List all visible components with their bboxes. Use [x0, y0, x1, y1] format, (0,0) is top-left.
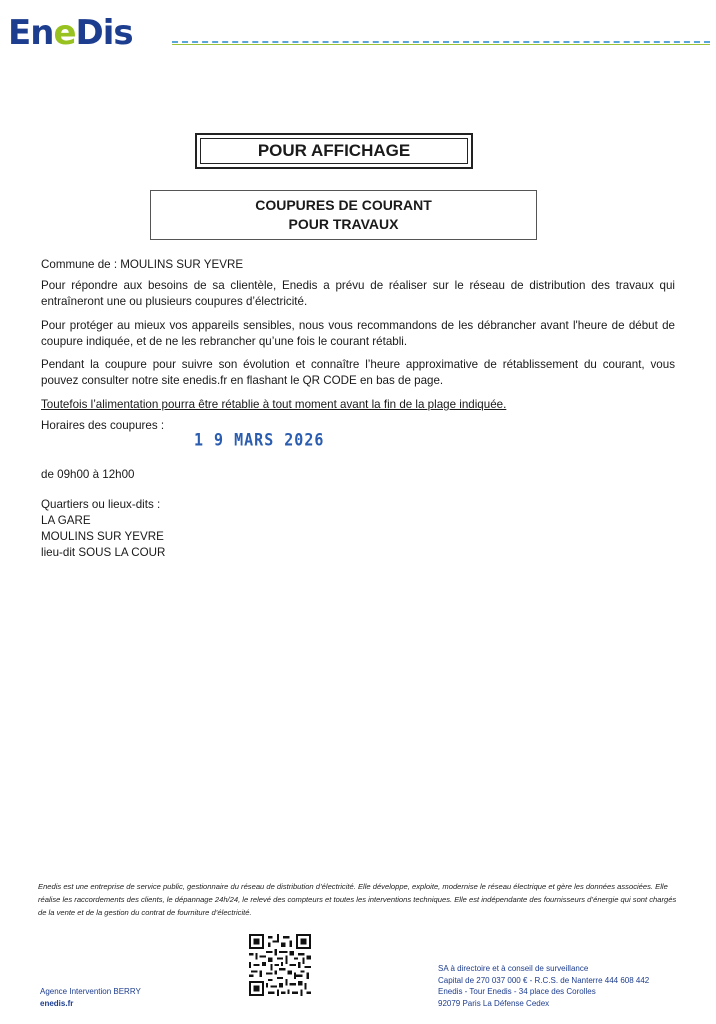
area-item: MOULINS SUR YEVRE — [41, 530, 164, 543]
logo-text: EneDis — [8, 13, 133, 53]
agency-url-link[interactable]: enedis.fr — [40, 999, 74, 1008]
subtitle-line-2: POUR TRAVAUX — [288, 216, 399, 232]
legal-line-3: Enedis - Tour Enedis - 34 place des Corolles — [438, 987, 596, 996]
schedule-label: Horaires des coupures : — [41, 419, 165, 432]
agency-block — [40, 986, 141, 1010]
area-item: lieu-dit SOUS LA COUR — [41, 546, 166, 559]
page-title: POUR AFFICHAGE — [257, 141, 411, 160]
legal-block — [438, 963, 649, 1009]
area-item: LA GARE — [41, 514, 91, 527]
header-divider-accent — [172, 44, 710, 45]
legal-line-1: SA à directoire et à conseil de surveillance — [438, 964, 589, 973]
time-range: de 09h00 à 12h00 — [41, 468, 135, 481]
footer-description: Enedis est une entreprise de service public, gestionnaire du réseau de distribution d’électricité. Elle développe, exploite, modernise le réseau électrique et gère les données associées. Elle réalise les raccordements des clients, le dépannage 24h/24, le relevé des compteurs et toutes les interventions techniques. Elle est indépendante des fournisseurs d’énergie qui sont chargés de la vente et de la gestion du contrat de fourniture d’électricité. — [38, 882, 677, 917]
areas-block — [41, 497, 675, 561]
warning-line: Toutefois l’alimentation pourra être rétablie à tout moment avant la fin de la plage indiquée. — [41, 398, 507, 411]
agency-name: Agence Intervention BERRY — [40, 987, 141, 996]
subtitle-box — [150, 190, 537, 240]
qr-code-icon[interactable] — [249, 934, 311, 996]
paragraph-tracking: Pendant la coupure pour suivre son évolution et connaître l’heure approximative de rétablissement du courant, vous pouvez consulter notre site enedis.fr en flashant le QR CODE en bas de page. — [41, 358, 675, 387]
date-stamp: 1 9 MARS 2026 — [194, 429, 325, 451]
areas-label: Quartiers ou lieux-dits : — [41, 498, 161, 511]
subtitle-line-1: COUPURES DE COURANT — [255, 197, 432, 213]
title-box — [195, 133, 473, 169]
enedis-logo — [8, 13, 133, 53]
warning-line-wrapper — [41, 397, 675, 413]
commune-line: Commune de : MOULINS SUR YEVRE — [41, 258, 244, 271]
header-divider — [172, 41, 710, 43]
legal-line-2: Capital de 270 037 000 € - R.C.S. de Nanterre 444 608 442 — [438, 975, 650, 985]
paragraph-intro: Pour répondre aux besoins de sa clientèle, Enedis a prévu de réaliser sur le réseau de distribution des travaux qui entraîneront une ou plusieurs coupures d’électricité. — [41, 279, 675, 308]
legal-line-4: 92079 Paris La Défense Cedex — [438, 998, 550, 1008]
paragraph-protection: Pour protéger au mieux vos appareils sensibles, nous vous recommandons de les débrancher avant l'heure de début de coupure indiquée, et de ne les rebrancher qu’une fois le courant rétabli. — [41, 319, 675, 348]
